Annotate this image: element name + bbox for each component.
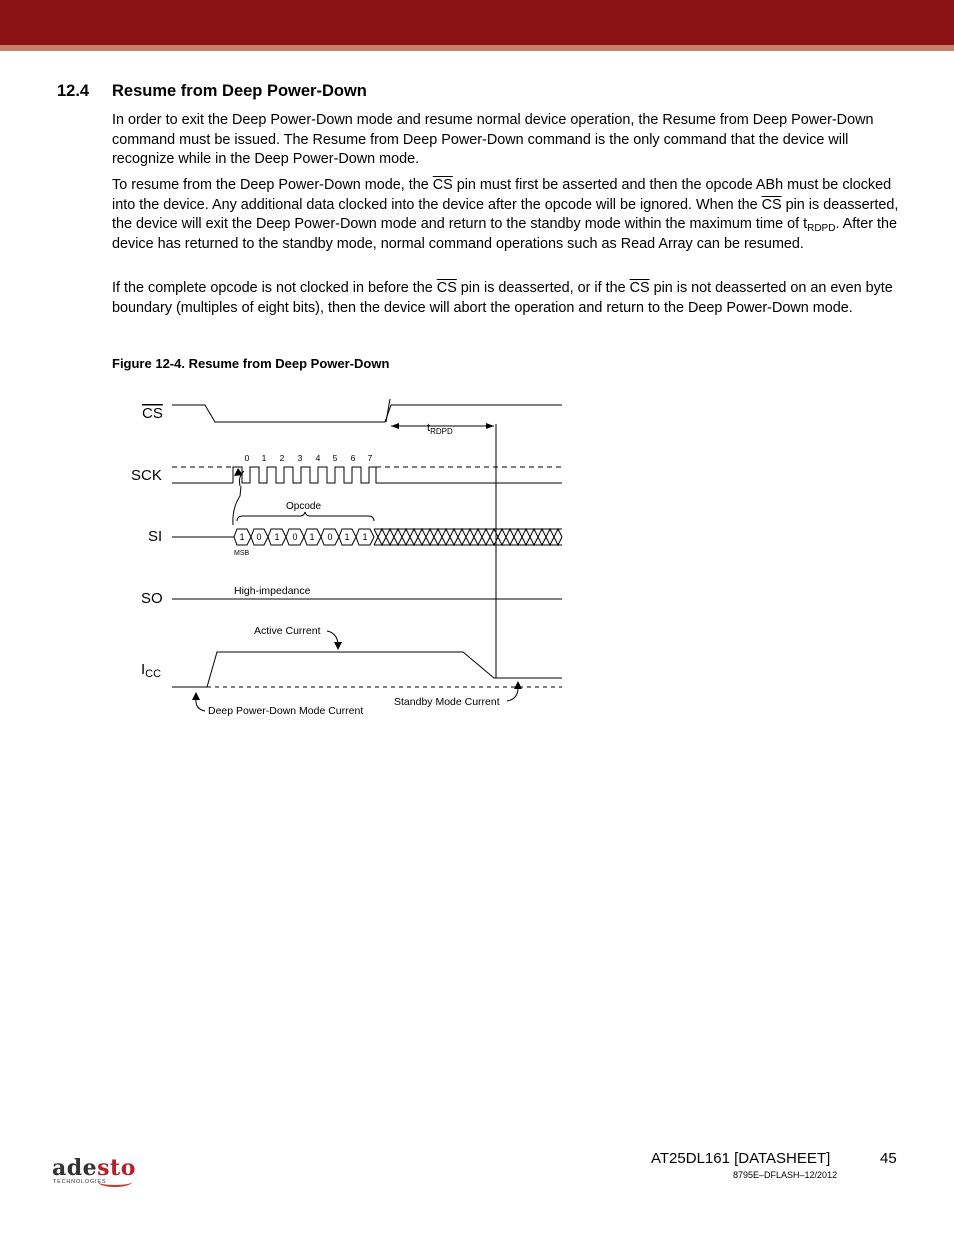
section-title: Resume from Deep Power-Down xyxy=(112,82,367,100)
clock-number: 7 xyxy=(367,453,373,463)
text-run: pin must first be asserted and then the opcode ABh must be clocked into the device. Any additional data clocked into the device after the opcode will be ignored. When the xyxy=(112,177,892,213)
logo-word-part: ade xyxy=(52,1155,98,1181)
paragraph-resume-procedure xyxy=(112,176,902,254)
cs-waveform xyxy=(172,405,562,422)
footer-doc-title: AT25DL161 [DATASHEET] xyxy=(651,1150,831,1167)
opcode-bit: 0 xyxy=(292,532,298,542)
adesto-logo xyxy=(52,1155,142,1189)
opcode-bit: 0 xyxy=(327,532,333,542)
paragraph-intro xyxy=(112,111,902,170)
clock-number: 2 xyxy=(279,453,285,463)
text-run: To resume from the Deep Power-Down mode, the xyxy=(112,177,433,193)
clock-number: 0 xyxy=(244,453,250,463)
active-current-label: Active Current xyxy=(254,625,321,637)
trdpd-subscript: RDPD xyxy=(807,223,836,235)
page-number: 45 xyxy=(880,1150,897,1167)
logo-tagline: TECHNOLOGIES xyxy=(53,1179,107,1185)
paragraph-intro-text: In order to exit the Deep Power-Down mode and resume normal device operation, the Resume from Deep Power-Down command must be issued. The Resume from Deep Power-Down command is the only command that the device will recognize while in the Deep Power-Down mode. xyxy=(112,112,874,168)
trdpd-main: t xyxy=(427,422,431,434)
signal-label-cs: CS xyxy=(142,405,163,422)
opcode-bit: 1 xyxy=(274,532,280,542)
opcode-brace xyxy=(237,512,374,521)
logo-swoosh xyxy=(98,1177,132,1187)
text-run: pin is deasserted, or if the xyxy=(456,280,630,296)
text-run: If the complete opcode is not clocked in before the xyxy=(112,280,437,296)
trdpd-sub: RDPD xyxy=(430,427,453,436)
signal-label-icc xyxy=(141,661,161,680)
opcode-bit: 1 xyxy=(239,532,245,542)
icc-main: I xyxy=(141,661,146,678)
msb-label: MSB xyxy=(234,550,250,557)
cs-signal-name: $\overline{CS}$ xyxy=(436,280,457,296)
section-number: 12.4 xyxy=(57,82,90,100)
signal-label-so: SO xyxy=(141,590,163,607)
clock-number: 5 xyxy=(332,453,338,463)
si-dont-care-region xyxy=(374,529,562,545)
logo-word-part: sto xyxy=(97,1155,136,1181)
deep-pd-current-arrow xyxy=(196,699,205,711)
icc-sub: CC xyxy=(145,668,162,680)
cs-signal-name: $\overline{CS}$ xyxy=(629,280,650,296)
active-current-arrowhead xyxy=(334,642,342,650)
paragraph-abort-condition xyxy=(112,279,902,318)
signal-label-sck: SCK xyxy=(131,467,162,484)
opcode-bit: 1 xyxy=(309,532,315,542)
clock-number: 4 xyxy=(315,453,321,463)
high-impedance-label: High-impedance xyxy=(234,585,311,597)
clock-number: 6 xyxy=(350,453,356,463)
trdpd-arrow-left xyxy=(391,423,399,429)
sck-clock-pulses xyxy=(233,467,562,483)
header-accent-stripe xyxy=(0,45,954,51)
opcode-label: Opcode xyxy=(286,501,322,512)
standby-current-arrowhead xyxy=(514,681,522,689)
figure-caption: Figure 12-4. Resume from Deep Power-Down xyxy=(112,356,390,371)
text-run: . After the device has returned to the standby mode, normal command operations such as Read Array can be resumed. xyxy=(112,216,898,252)
sck-clock-numbers xyxy=(245,453,373,463)
si-data-cells xyxy=(234,529,374,545)
cs-signal-name: $\overline{CS}$ xyxy=(761,196,782,213)
cs-signal-name: $\overline{CS}$ xyxy=(432,177,453,193)
text-run: pin is not deasserted on an even byte boundary (multiples of eight bits), then the device will abort the operation and return to the Deep Power-Down mode. xyxy=(112,280,893,316)
text-run: pin is deasserted, the device will exit the Deep Power-Down mode and return to the standby mode within the maximum time of t xyxy=(112,196,899,233)
footer-doc-code: 8795E–DFLASH–12/2012 xyxy=(733,1170,838,1180)
timing-diagram xyxy=(0,390,954,730)
icc-waveform xyxy=(172,652,562,687)
opcode-bit: 1 xyxy=(362,532,368,542)
clock-number: 3 xyxy=(297,453,303,463)
signal-label-si: SI xyxy=(148,528,163,545)
standby-current-arrow xyxy=(507,688,518,701)
clock-number: 1 xyxy=(261,453,267,463)
deep-pd-current-arrowhead xyxy=(192,692,200,700)
deep-pd-current-label: Deep Power-Down Mode Current xyxy=(208,705,364,717)
trdpd-arrow-right xyxy=(486,423,494,429)
opcode-bit: 1 xyxy=(344,532,350,542)
standby-current-label: Standby Mode Current xyxy=(394,696,500,708)
header-bar xyxy=(0,0,954,45)
trdpd-label xyxy=(427,422,453,436)
opcode-bit: 0 xyxy=(256,532,262,542)
